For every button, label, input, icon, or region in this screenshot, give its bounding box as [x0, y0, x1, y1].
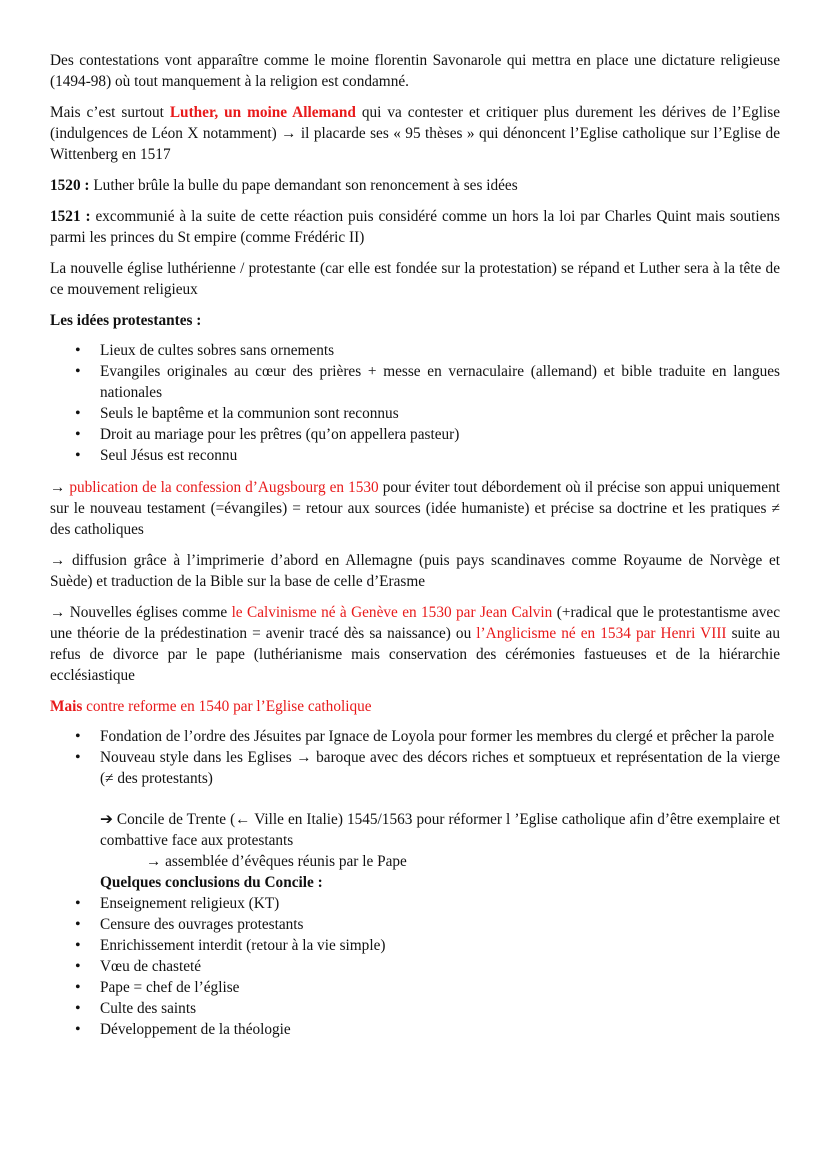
highlight-luther: Luther, un moine Allemand	[169, 104, 356, 121]
counter-reform-list	[50, 726, 780, 789]
list-item: • Seul Jésus est reconnu	[50, 445, 780, 466]
paragraph-augsbourg	[50, 477, 780, 540]
highlight-counter-reform: contre reforme en 1540 par l’Eglise catholique	[82, 698, 372, 715]
text-run: qui va contester et critiquer plus durement les dérives de l’Eglise (indulgences de Léon X notamment) → il placarde ses « 95 thèses » qui dénoncent l’Eglise catholique sur l’Eglise de Wittenberg en 1517	[50, 104, 781, 163]
paragraph-1520	[50, 175, 780, 196]
paragraph-lutheran-church: La nouvelle église luthérienne / protestante (car elle est fondée sur la protestation) se répand et Luther sera à la tête de ce mouvement religieux	[50, 260, 780, 298]
list-item: • Enrichissement interdit (retour à la vie simple)	[50, 935, 780, 956]
paragraph-counter-reform	[50, 696, 780, 717]
text-run: (+radical que le protestantisme avec une théorie de la prédestination = avenir tracé dès sa naissance) ou	[50, 604, 780, 642]
ideas-title: Les idées protestantes :	[50, 312, 202, 329]
paragraph-new-churches	[50, 602, 780, 686]
text-run: Luther brûle la bulle du pape demandant son renoncement à ses idées	[89, 177, 518, 194]
paragraph-luther	[50, 102, 780, 165]
list-item: • Développement de la théologie	[50, 1019, 780, 1040]
list-item: • Seuls le baptême et la communion sont reconnus	[50, 403, 780, 424]
paragraph-diffusion: → diffusion grâce à l’imprimerie d’abord en Allemagne (puis pays scandinaves comme Royaume de Norvège et Suède) et traduction de la Bible sur la base de celle d’Erasme	[50, 552, 780, 590]
list-item: • Nouveau style dans les Eglises → baroque avec des décors riches et somptueux et représentation de la vierge (≠ des protestants)	[50, 747, 780, 789]
text-run: suite au refus de divorce par le pape (luthérianisme mais conservation des cérémonies fastueuses et de la hiérarchie ecclésiastique	[50, 625, 780, 684]
text-run: → Nouvelles églises comme	[50, 604, 232, 621]
list-item: • Censure des ouvrages protestants	[50, 914, 780, 935]
highlight-augsbourg: publication de la confession d’Augsbourg en 1530	[69, 479, 379, 496]
list-item: • Enseignement religieux (KT)	[50, 893, 780, 914]
year-1521: 1521 :	[50, 208, 91, 225]
section-title-conclusions: Quelques conclusions du Concile :	[100, 874, 323, 891]
list-item: • Culte des saints	[50, 998, 780, 1019]
highlight-calvinisme: le Calvinisme né à Genève en 1530 par Jean Calvin	[231, 604, 553, 621]
highlight-mais: Mais	[50, 698, 83, 715]
text-run: pour éviter tout débordement où il précise son appui uniquement sur le nouveau testament (=évangiles) = retour aux sources (idée humaniste) et précise sa doctrine et les pratiques ≠ des catholiques	[50, 479, 780, 538]
bold-arrow-icon: ➔	[100, 811, 113, 828]
ideas-list	[50, 340, 780, 466]
text-run: excommunié à la suite de cette réaction puis considéré comme un hors la loi par Charles Quint mais soutiens parmi les princes du St empire (comme Frédéric II)	[50, 208, 780, 246]
paragraph-savonarole: Des contestations vont apparaître comme le moine florentin Savonarole qui mettra en place une dictature religieuse (1494-98) où tout manquement à la religion est condamné.	[50, 52, 780, 90]
arrow-icon: →	[50, 479, 70, 496]
highlight-anglicisme: l’Anglicisme né en 1534 par Henri VIII	[476, 625, 727, 642]
list-item: • Vœu de chasteté	[50, 956, 780, 977]
section-title-ideas	[50, 310, 780, 331]
text-run: Concile de Trente (← Ville en Italie) 1545/1563 pour réformer l ’Eglise catholique afin d’être exemplaire et combattive face aux protestants	[100, 811, 780, 849]
conclusions-list	[50, 893, 780, 1040]
year-1520: 1520 :	[50, 177, 90, 194]
list-item: • Fondation de l’ordre des Jésuites par Ignace de Loyola pour former les membres du clergé et prêcher la parole	[50, 726, 780, 747]
list-item: • Pape = chef de l’église	[50, 977, 780, 998]
list-item: • Evangiles originales au cœur des prières + messe en vernaculaire (allemand) et bible traduite en langues nationales	[50, 361, 780, 403]
list-item: • Droit au mariage pour les prêtres (qu’on appellera pasteur)	[50, 424, 780, 445]
paragraph-1521	[50, 206, 780, 248]
text-run: Mais c’est surtout	[50, 104, 170, 121]
paragraph-trente	[50, 809, 780, 851]
list-item: • Lieux de cultes sobres sans ornements	[50, 340, 780, 361]
paragraph-trente-sub: → assemblée d’évêques réunis par le Pape	[146, 853, 407, 870]
